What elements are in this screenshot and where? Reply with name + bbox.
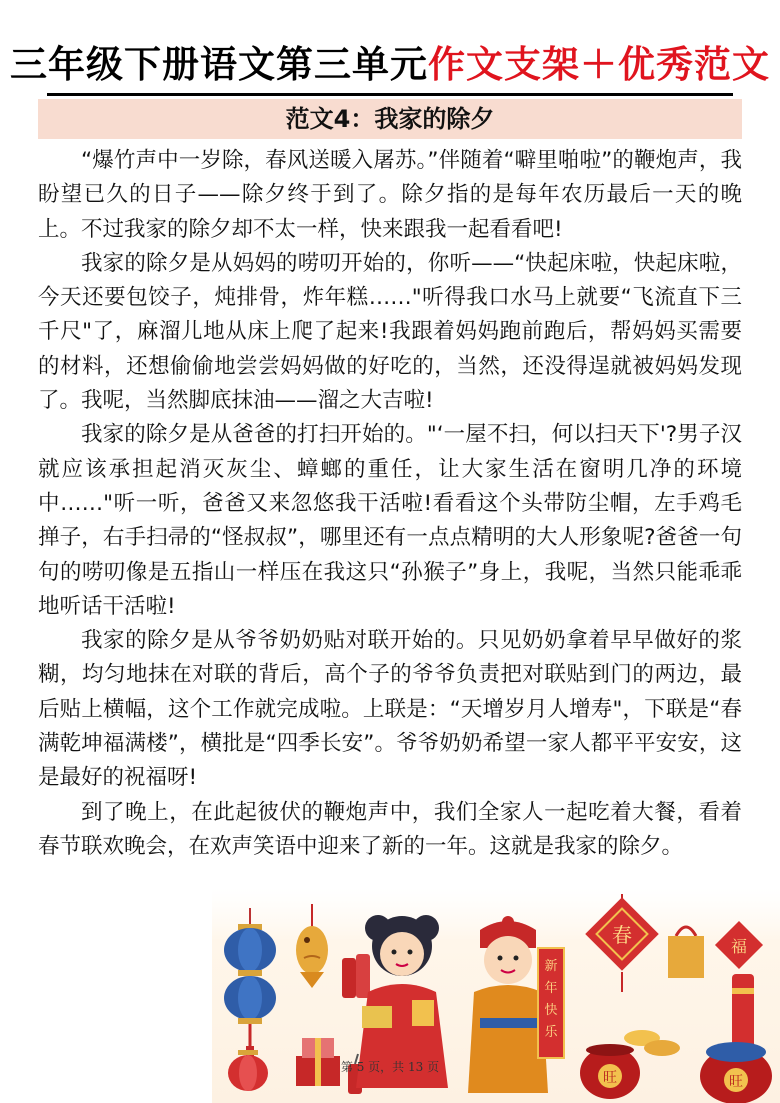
page-number: 第 5 页，共 13 页: [340, 1060, 440, 1074]
scroll-char-3: 快: [544, 1003, 558, 1018]
scroll-char-1: 新: [544, 959, 558, 974]
paragraph-5: 到了晚上，在此起彼伏的鞭炮声中，我们全家人一起吃着大餐，看着春节联欢晚会，在欢声笑语中迎来了新的一年。这就是我家的除夕。: [38, 799, 742, 859]
fu-char: 福: [730, 937, 748, 956]
wang-char-1: 旺: [603, 1070, 617, 1086]
paragraph-2: 我家的除夕是从妈妈的唠叨开始的，你听——“快起床啦，快起床啦，今天还要包饺子，炖排骨，炸年糕……"听得我口水马上就要“飞流直下三千尺"了，麻溜儿地从床上爬了起来!我跟着妈妈跑前跑后，帮妈妈买需要的材料，还想偷偷地尝尝妈妈做的好吃的，当然，还没得逞就被妈妈发现了。我呢，当然脚底抹油——溜之大吉啦!: [38, 250, 742, 414]
paragraph-3: 我家的除夕是从爸爸的打扫开始的。"‘一屋不扫，何以扫天下'?男子汉就应该承担起消灭灰尘、蟑螂的重任，让大家生活在窗明几净的环境中……"听一听，爸爸又来忽悠我干活啦!看看这个头带防尘帽，左手鸡毛掸子，右手扫帚的“怪叔叔”，哪里还有一点点精明的大人形象呢?爸爸一句句的唠叨像是五指山一样压在我这只“孙猴子”身上，我呢，当然只能乖乖地听话干活啦!: [38, 422, 742, 619]
title-red-part: 作文支架＋优秀范文: [428, 43, 770, 86]
paragraph-4: 我家的除夕是从爷爷奶奶贴对联开始的。只见奶奶拿着早早做好的浆糊，均匀地抹在对联的背后，高个子的爷爷负责把对联贴到门的两边，最后贴上横幅，这个工作就完成啦。上联是：“天增岁月人增寿"，下联是“春满乾坤福满楼”，横批是“四季长安”。爷爷奶奶希望一家人都平平安安，这是最好的祝福呀!: [38, 628, 742, 791]
essay-body: [38, 144, 742, 864]
paragraph-1: “爆竹声中一岁除，春风送暖入屠苏。”伴随着“噼里啪啦”的鞭炮声，我盼望已久的日子——除夕终于到了。除夕指的是每年农历最后一天的晚上。不过我家的除夕却不太一样，快来跟我一起看看吧!: [38, 148, 742, 242]
scroll-char-2: 年: [544, 981, 558, 996]
scroll-char-4: 乐: [544, 1025, 558, 1040]
essay-subtitle: 范文4：我家的除夕: [38, 99, 742, 139]
document-title: [0, 40, 780, 90]
wang-char-2: 旺: [729, 1074, 743, 1090]
title-underline: [47, 93, 733, 96]
title-black-part: 三年级下册语文第三单元: [10, 43, 428, 86]
chun-char: 春: [612, 923, 632, 947]
new-year-scroll-icon: [538, 948, 564, 1058]
